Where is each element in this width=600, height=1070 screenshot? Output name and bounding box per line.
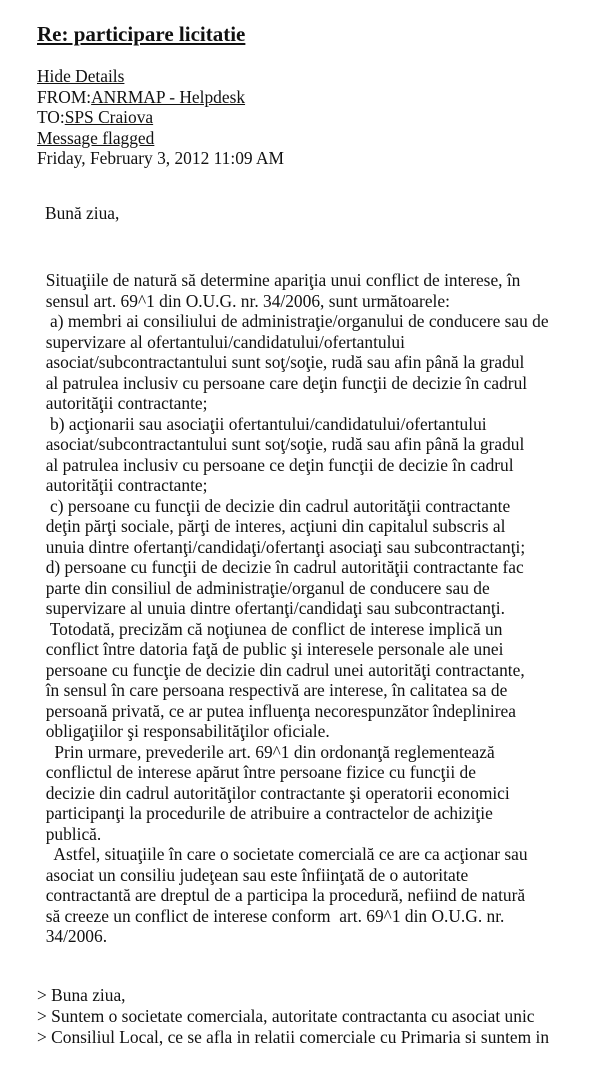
body-line: a) membri ai consiliului de administraţie/organului de conducere sau de <box>37 311 549 331</box>
body-line: în sensul în care persoana respectivă are interese, în calitatea sa de <box>37 680 508 700</box>
from-label: FROM: <box>37 86 92 107</box>
email-header <box>37 66 284 169</box>
hide-details-link[interactable]: Hide Details <box>37 66 125 86</box>
body-line: autorităţii contractante; <box>37 393 208 413</box>
quoted-line: > Consiliul Local, ce se afla in relatii comerciale cu Primaria si suntem in <box>37 1027 550 1047</box>
body-line: supervizare al unuia dintre ofertanţi/candidaţi sau subcontractanţi. <box>37 598 505 618</box>
body-line: Situaţiile de natură să determine apariţia unui conflict de interese, în <box>37 270 521 290</box>
body-line: b) acţionarii sau asociaţii ofertantului/candidatului/ofertantului <box>37 413 487 434</box>
body-line: al patrulea inclusiv cu persoane ce deţin funcţii de decizie în cadrul <box>37 454 514 475</box>
greeting: Bună ziua, <box>45 203 120 223</box>
body-line: supervizare al ofertantului/candidatului/ofertantului <box>37 331 405 352</box>
body-line: participanţi la procedurile de atribuire a contractelor de achiziţie <box>37 803 493 823</box>
from-sender-link[interactable]: ANRMAP - Helpdesk <box>91 86 246 107</box>
body-line: decizie din cadrul autorităţilor contractante şi operatorii economici <box>37 782 510 803</box>
to-label: TO: <box>37 107 65 127</box>
body-line: d) persoane cu funcţii de decizie în cadrul autorităţii contractante fac <box>37 557 524 577</box>
body-line: c) persoane cu funcţii de decizie din cadrul autorităţii contractante <box>37 495 511 516</box>
body-line: contractantă are dreptul de a participa la procedură, nefiind de natură <box>37 885 526 905</box>
body-line: obligaţiilor şi responsabilităţilor oficiale. <box>37 721 330 741</box>
to-recipient-link[interactable]: SPS Craiova <box>64 107 154 127</box>
email-subject: Re: participare licitatie <box>37 22 246 46</box>
body-line: parte din consiliul de administraţie/organul de conducere sau de <box>37 577 490 598</box>
body-line: autorităţii contractante; <box>37 475 208 495</box>
body-line: conflictul de interese apărut între persoane fizice cu funcţii de <box>37 762 476 782</box>
body-line: persoană privată, ce ar putea influenţa necorespunzător îndeplinirea <box>37 700 516 721</box>
body-line: asociat/subcontractantului sunt soţ/soţie, rudă sau afin până la gradul <box>37 434 525 454</box>
body-line: să creeze un conflict de interese conform art. 69^1 din O.U.G. nr. <box>37 905 505 926</box>
message-flagged-link[interactable]: Message flagged <box>37 127 155 148</box>
message-date: Friday, February 3, 2012 11:09 AM <box>37 148 284 168</box>
message-body <box>37 270 549 947</box>
body-line: al patrulea inclusiv cu persoane care deţin funcţii de decizie în cadrul <box>37 372 528 393</box>
quoted-line: > Suntem o societate comerciala, autoritate contractanta cu asociat unic <box>37 1006 535 1026</box>
body-line: asociat/subcontractantului sunt soţ/soţie, rudă sau afin până la gradul <box>37 352 525 372</box>
body-line: Astfel, situaţiile în care o societate comercială ce are ca acţionar sau <box>37 844 528 864</box>
body-line: deţin părţi sociale, părţi de interes, acţiuni din capitalul subscris al <box>37 516 506 536</box>
body-line: persoane cu funcţie de decizie din cadrul unei autorităţi contractante, <box>37 659 525 680</box>
body-line: unuia dintre ofertanţi/candidaţi/ofertanţi asociaţi sau subcontractanţi; <box>37 536 526 557</box>
body-line: 34/2006. <box>37 926 108 946</box>
body-line: Prin urmare, prevederile art. 69^1 din ordonanţă reglementează <box>37 741 495 762</box>
body-line: Totodată, precizăm că noţiunea de conflict de interese implică un <box>37 618 503 639</box>
quoted-message <box>37 985 549 1048</box>
body-line: sensul art. 69^1 din O.U.G. nr. 34/2006, sunt următoarele: <box>37 290 450 311</box>
body-line: conflict între datoria faţă de public şi interesele personale ale unei <box>37 639 504 659</box>
quoted-line: > Buna ziua, <box>37 985 126 1005</box>
body-line: publică. <box>37 823 102 844</box>
body-line: asociat un consiliu judeţean sau este înfiinţată de o autoritate <box>37 864 469 885</box>
